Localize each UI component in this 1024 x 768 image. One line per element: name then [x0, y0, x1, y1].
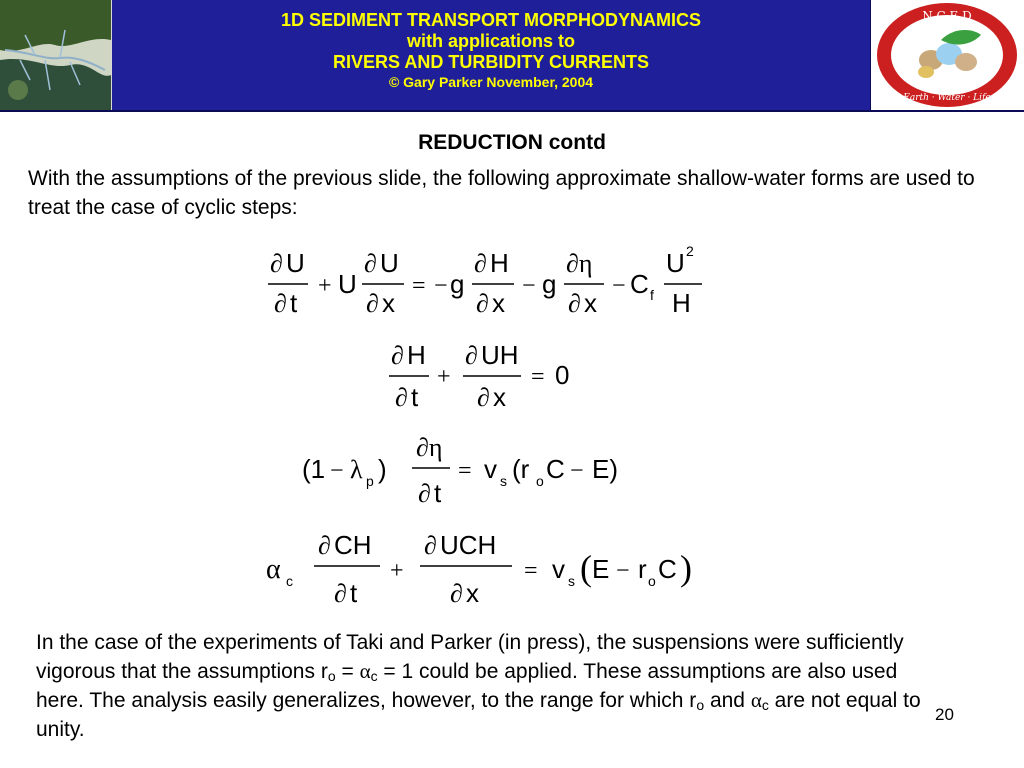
outro-text-5: are not equal to unity.	[36, 689, 921, 741]
svg-text:f: f	[650, 287, 654, 303]
svg-text:E): E)	[592, 454, 618, 484]
svg-text:∂: ∂	[395, 383, 408, 412]
header-title-line3: RIVERS AND TURBIDITY CURRENTS	[332, 52, 650, 72]
svg-text:r: r	[638, 554, 647, 584]
svg-text:∂: ∂	[364, 249, 377, 278]
svg-text:(r: (r	[512, 454, 530, 484]
outro-sub-1: o	[327, 668, 336, 684]
momentum-equation	[262, 238, 712, 328]
svg-text:o: o	[648, 573, 656, 589]
svg-text:E: E	[592, 554, 610, 584]
svg-text:p: p	[366, 473, 374, 489]
svg-text:−: −	[616, 558, 630, 584]
svg-text:g: g	[450, 269, 465, 299]
svg-text:CH: CH	[334, 530, 372, 560]
svg-text:+: +	[437, 364, 451, 390]
svg-text:g: g	[542, 269, 557, 299]
svg-text:∂: ∂	[424, 531, 437, 560]
header-title-line2: with applications to	[406, 31, 575, 51]
svg-text:+: +	[318, 273, 332, 299]
svg-text:−: −	[330, 458, 344, 484]
svg-text:(: (	[580, 548, 592, 588]
outro-paragraph	[36, 628, 926, 744]
intro-paragraph: With the assumptions of the previous slide, the following approximate shallow-water forms are used to treat the case of cyclic steps:	[28, 167, 975, 219]
exner-equation	[298, 426, 658, 516]
svg-text:H: H	[490, 248, 509, 278]
page-number: 20	[935, 705, 954, 724]
svg-text:UH: UH	[481, 340, 519, 370]
slide-title: REDUCTION contd	[418, 131, 606, 154]
outro-text-2: =	[335, 660, 360, 683]
svg-text:∂: ∂	[477, 383, 490, 412]
outro-alpha-2: α	[750, 688, 762, 712]
svg-text:∂: ∂	[318, 531, 331, 560]
logo-text-bottom: Earth · Water · Life	[903, 93, 991, 103]
river-delta-icon	[0, 0, 111, 110]
suspended-sediment-equation	[262, 522, 732, 612]
svg-text:x: x	[382, 288, 395, 318]
svg-text:v: v	[484, 454, 497, 484]
svg-text:C: C	[630, 269, 649, 299]
outro-text-3: = 1 could be applied. These assumptions are also used here. The analysis easily generalizes, however, to the range for which r	[36, 660, 898, 712]
svg-text:t: t	[434, 478, 442, 508]
svg-text:v: v	[552, 554, 565, 584]
svg-text:−: −	[570, 458, 584, 484]
svg-text:=: =	[458, 458, 472, 484]
satellite-delta-image	[0, 0, 113, 110]
svg-text:−: −	[434, 273, 448, 299]
svg-text:(1: (1	[302, 454, 326, 484]
svg-text:∂: ∂	[418, 479, 431, 508]
svg-text:x: x	[466, 578, 479, 608]
svg-text:s: s	[500, 473, 507, 489]
svg-text:∂: ∂	[334, 579, 347, 608]
svg-text:s: s	[568, 573, 575, 589]
svg-text:): )	[378, 454, 387, 484]
svg-text:−: −	[612, 273, 626, 299]
svg-text:H: H	[407, 340, 426, 370]
svg-text:α: α	[266, 554, 281, 585]
svg-text:=: =	[531, 364, 545, 390]
svg-text:λ: λ	[350, 455, 363, 484]
svg-text:): )	[680, 548, 692, 588]
svg-text:C: C	[658, 554, 677, 584]
svg-text:∂: ∂	[274, 289, 287, 318]
svg-text:UCH: UCH	[440, 530, 497, 560]
svg-text:x: x	[584, 288, 597, 318]
header-title-line1: 1D SEDIMENT TRANSPORT MORPHODYNAMICS	[280, 10, 702, 30]
svg-text:C: C	[546, 454, 565, 484]
svg-text:t: t	[290, 288, 298, 318]
svg-text:H: H	[672, 288, 691, 318]
svg-text:∂: ∂	[474, 249, 487, 278]
svg-text:=: =	[412, 273, 426, 299]
nced-logo-icon	[871, 0, 1024, 110]
svg-text:o: o	[536, 473, 544, 489]
outro-sub-4: c	[761, 697, 769, 713]
svg-text:∂: ∂	[450, 579, 463, 608]
svg-text:−: −	[522, 273, 536, 299]
nced-logo-area	[870, 0, 1024, 110]
svg-text:2: 2	[686, 243, 694, 259]
svg-text:∂η: ∂η	[566, 249, 593, 278]
continuity-equation	[385, 338, 585, 418]
svg-text:∂: ∂	[465, 341, 478, 370]
svg-text:∂: ∂	[391, 341, 404, 370]
svg-text:0: 0	[555, 360, 570, 390]
svg-text:U: U	[286, 248, 305, 278]
svg-text:∂: ∂	[476, 289, 489, 318]
svg-text:t: t	[350, 578, 358, 608]
slide-header	[0, 0, 1024, 112]
outro-sub-3: o	[696, 697, 705, 713]
svg-text:x: x	[492, 288, 505, 318]
header-title-block	[112, 0, 870, 110]
svg-text:=: =	[524, 558, 538, 584]
svg-text:c: c	[286, 573, 293, 589]
svg-text:∂: ∂	[366, 289, 379, 318]
svg-text:U: U	[338, 269, 357, 299]
outro-sub-2: c	[370, 668, 378, 684]
svg-text:x: x	[493, 382, 506, 412]
svg-text:t: t	[411, 382, 419, 412]
outro-text-4: and	[704, 689, 751, 712]
outro-alpha-1: α	[359, 659, 371, 683]
svg-text:U: U	[666, 248, 685, 278]
svg-text:U: U	[380, 248, 399, 278]
logo-text-top: N C E D	[922, 9, 972, 23]
outro-text-1: In the case of the experiments of Taki and Parker (in press), the suspensions were sufficiently vigorous that the assumptions r	[36, 631, 904, 683]
header-divider	[0, 110, 1024, 112]
header-copyright: © Gary Parker November, 2004	[388, 74, 594, 90]
svg-text:∂: ∂	[270, 249, 283, 278]
svg-text:∂η: ∂η	[416, 433, 443, 462]
svg-text:∂: ∂	[568, 289, 581, 318]
svg-text:+: +	[390, 558, 404, 584]
